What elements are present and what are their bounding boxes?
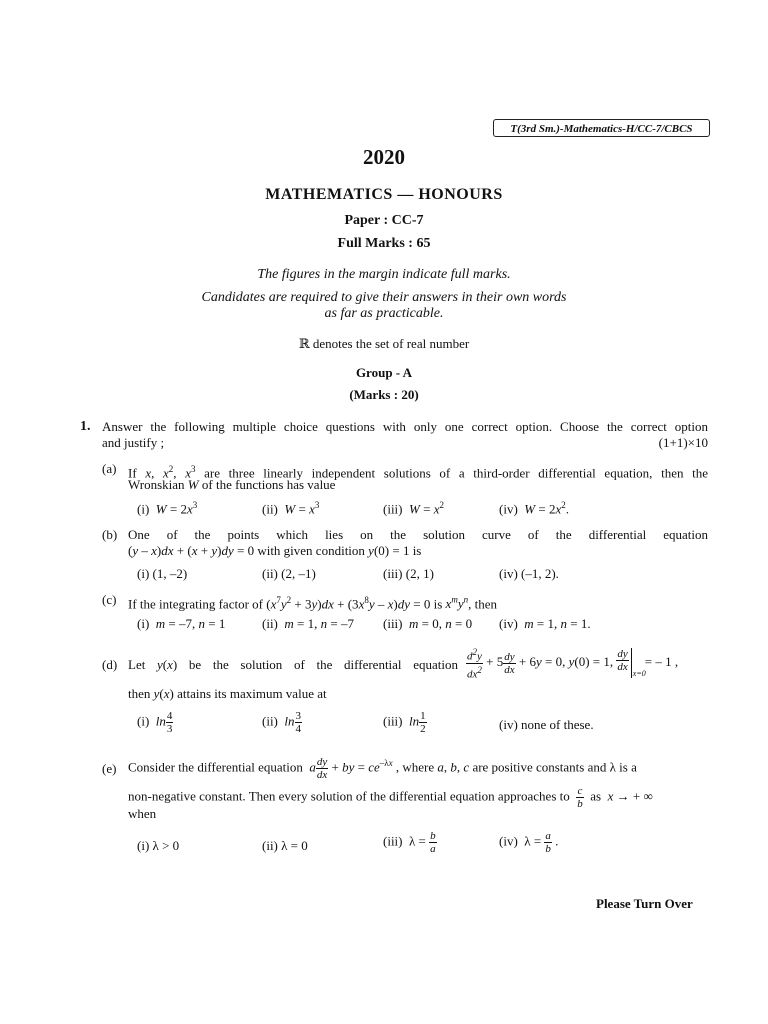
- part-c-text: If the integrating factor of $(x^7y^2 + 3y)dx + (3x^8y - x)dy = 0$ is $x^my^n$, then: [128, 595, 497, 612]
- part-d-option-iii: (iii) ln $\frac{1}{2}$: [383, 710, 426, 735]
- instruction-line-3: as far as practicable.: [324, 306, 444, 321]
- question-text: Answer the following multiple choice questions with only one correct option. Choose the correct option: [102, 419, 708, 434]
- part-c-option-ii: (ii) m = 1, n = –7: [262, 616, 354, 631]
- part-d-option-i: (i) ln $\frac{4}{3}$: [137, 710, 173, 735]
- part-b-text: One of the points which lies on the solution curve of the differential equation: [128, 527, 708, 542]
- part-d-label: (d): [102, 657, 118, 672]
- part-d-option-ii: (ii) ln $\frac{3}{4}$: [262, 710, 302, 735]
- part-b-label: (b): [102, 527, 118, 542]
- exam-year: 2020: [363, 145, 405, 169]
- question-marks: (1+1)×10: [658, 435, 708, 450]
- part-d-text-cont: then y(x) attains its maximum value at: [128, 686, 327, 701]
- group-marks: (Marks : 20): [349, 387, 419, 402]
- part-b-option-i: (i) (1, –2): [137, 566, 188, 581]
- part-d-equation: $\frac{d^2y}{dx^2}$ + 5 $\frac{dy}{dx}$ + 6y = 0, y(0) = 1, $\frac{dy}{dx}$ x=0 = – 1 ,: [467, 647, 679, 681]
- part-e-text-when: when: [128, 806, 157, 821]
- part-a-option-i: (i) $W = 2x^3$: [137, 500, 198, 517]
- part-e-label: (e): [102, 761, 117, 776]
- part-a-option-ii: (ii) $W = x^3$: [262, 500, 320, 517]
- instruction-line-1: The figures in the margin indicate full marks.: [257, 267, 511, 282]
- please-turn-over: Please Turn Over: [596, 896, 693, 911]
- part-b-option-iii: (iii) (2, 1): [383, 566, 434, 581]
- part-e-text-cont: non-negative constant. Then every solution of the differential equation approaches to $\frac{c}{b}$ as x → + ∞: [128, 785, 653, 810]
- part-a-text: If x, $x^2$, $x^3$ are three linearly independent solutions of a third-order differential equation, then the: [128, 464, 708, 481]
- part-a-option-iv: (iv) $W = 2x^2$.: [499, 500, 569, 517]
- part-b-option-ii: (ii) (2, –1): [262, 566, 316, 581]
- part-a-text-cont: Wronskian W of the functions has value: [128, 477, 336, 492]
- group-title: Group - A: [355, 365, 413, 380]
- part-e-option-ii: (ii) λ = 0: [262, 838, 308, 853]
- reals-note: ℝ denotes the set of real number: [298, 336, 470, 351]
- part-e-option-i: (i) λ > 0: [137, 838, 180, 853]
- part-e-option-iii: (iii) λ = $\frac{b}{a}$: [383, 830, 436, 855]
- part-b-option-iv: (iv) (–1, 2).: [499, 566, 559, 581]
- part-c-option-i: (i) m = –7, n = 1: [137, 616, 226, 631]
- part-d-option-iv: (iv) none of these.: [499, 717, 594, 732]
- part-e-option-iv: (iv) λ = $\frac{a}{b}$ .: [499, 830, 559, 855]
- question-number: 1.: [80, 419, 91, 434]
- paper-code: Paper : CC-7: [344, 213, 424, 228]
- part-c-option-iv: (iv) m = 1, n = 1.: [499, 616, 591, 631]
- part-c-option-iii: (iii) m = 0, n = 0: [383, 616, 473, 631]
- instruction-line-2: Candidates are required to give their answers in their own words: [201, 290, 567, 305]
- question-text-cont: and justify ;: [102, 435, 165, 450]
- subject-title: MATHEMATICS — HONOURS: [265, 186, 503, 203]
- part-b-text-cont: (y – x)dx + (x + y)dy = 0 with given condition y(0) = 1 is: [128, 543, 422, 558]
- part-a-option-iii: (iii) $W = x^2$: [383, 500, 444, 517]
- paper-code-tag: T(3rd Sm.)-Mathematics-H/CC-7/CBCS: [493, 119, 710, 137]
- part-a-label: (a): [102, 461, 117, 476]
- full-marks: Full Marks : 65: [337, 236, 431, 251]
- part-e-text: Consider the differential equation a $\frac{dy}{dx}$ + by = $ce^{-\lambda x}$ , where a, b, c are positive constants and λ is a: [128, 755, 637, 781]
- part-d-text: Let y(x) be the solution of the differential equation: [128, 657, 458, 672]
- part-c-label: (c): [102, 592, 117, 607]
